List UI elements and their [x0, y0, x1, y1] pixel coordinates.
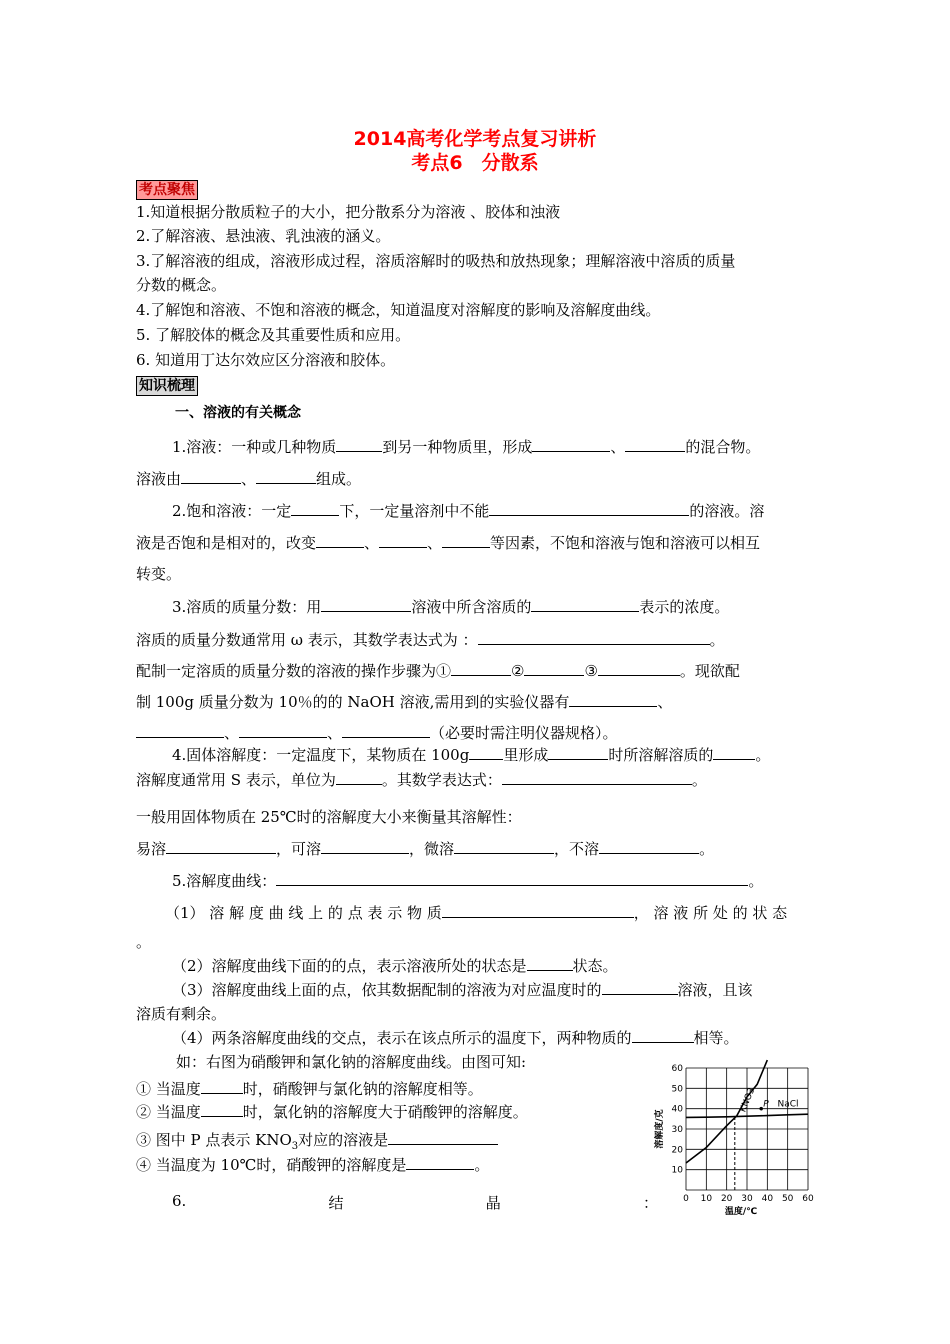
section-tag-focus: 考点聚焦 — [136, 180, 198, 200]
focus-item: 分数的概念。 — [136, 276, 227, 294]
section-tag-knowledge: 知识梳理 — [136, 376, 198, 396]
focus-item: 5. 了解胶体的概念及其重要性质和应用。 — [136, 326, 411, 344]
focus-item: 4.了解饱和溶液、不饱和溶液的概念，知道温度对溶解度的影响及溶解度曲线。 — [136, 301, 661, 319]
q5-line2: （1） 溶 解 度 曲 线 上 的 点 表 示 物 质 ， 溶 液 所 处 的 状 态 — [165, 904, 788, 922]
q5-sub2: ② 当温度 时，氯化钠的溶解度大于硝酸钾的溶解度。 — [136, 1103, 528, 1121]
page-title: 2014高考化学考点复习讲析 — [353, 128, 597, 150]
q5-line3: 。 — [136, 933, 152, 951]
x-tick-label: 40 — [761, 1194, 774, 1204]
y-tick-label: 40 — [671, 1104, 683, 1115]
focus-item: 2.了解溶液、悬浊液、乳浊液的涵义。 — [136, 227, 391, 245]
y-tick-label: 60 — [671, 1064, 683, 1074]
q6-line: 6. 结 晶 ： — [172, 1192, 658, 1212]
q3-line5: 、 、 （必要时需注明仪器规格）。 — [136, 723, 618, 743]
q1-line2: 溶液由 、 组成。 — [136, 470, 362, 488]
page-subtitle: 考点6 分散系 — [411, 152, 539, 174]
solubility-chart — [652, 1058, 822, 1218]
q1-line1: 1.溶液：一种或几种物质 到另一种物质里，形成 、 的混合物。 — [172, 438, 761, 456]
x-tick-label: 10 — [700, 1194, 713, 1204]
point-p-label: P — [763, 1099, 769, 1110]
x-tick-label: 30 — [741, 1194, 753, 1204]
focus-item: 3.了解溶液的组成，溶液形成过程，溶质溶解时的吸热和放热现象；理解溶液中溶质的质量 — [136, 252, 736, 270]
y-tick-label: 30 — [671, 1125, 683, 1135]
x-tick-label: 20 — [720, 1194, 733, 1204]
q3-line3: 配制一定溶质的质量分数的溶液的操作步骤为① ② ③ 。现欲配 — [136, 662, 740, 680]
focus-item: 6. 知道用丁达尔效应区分溶液和胶体。 — [136, 351, 396, 369]
series-label: KNO3 — [738, 1086, 758, 1114]
x-tick-label: 0 — [683, 1194, 689, 1204]
q5-line6: 溶质有剩余。 — [136, 1005, 227, 1023]
q5-line7: （4）两条溶解度曲线的交点，表示在该点所示的温度下，两种物质的 相等。 — [172, 1029, 739, 1047]
y-axis-label: 溶解度/克 — [655, 1109, 665, 1149]
q5-line5: （3）溶解度曲线上面的点，依其数据配制的溶液为对应温度时的 溶液，且该 — [172, 981, 753, 999]
q5-sub3: ③ 图中 P 点表示 $KNO_3$对应的溶液是 — [136, 1130, 498, 1157]
focus-item: 1.知道根据分散质粒子的大小，把分散系分为溶液 、胶体和浊液 — [136, 203, 561, 221]
q2-line2: 液是否饱和是相对的，改变 、 、 等因素，不饱和溶液与饱和溶液可以相互 — [136, 534, 761, 552]
q5-example: 如：右图为硝酸钾和氯化钠的溶解度曲线。由图可知: — [176, 1053, 527, 1071]
q4-line3: 一般用固体物质在 25℃时的溶解度大小来衡量其溶解性： — [136, 808, 522, 826]
q5-line1: 5.溶解度曲线： 。 — [172, 872, 764, 890]
q5-line4: （2）溶解度曲线下面的的点，表示溶液所处的状态是 状态。 — [172, 957, 618, 975]
q4-line4: 易溶 ，可溶 ，微溶 ，不溶 。 — [136, 840, 715, 858]
q4-line1: 4.固体溶解度：一定温度下，某物质在 100g 里形成 时所溶解溶质的 。 — [172, 746, 771, 764]
section-heading: 一、溶液的有关概念 — [175, 405, 301, 421]
q4-line2: 溶解度通常用 S 表示，单位为 。其数学表达式： 。 — [136, 771, 707, 789]
q2-line1: 2.饱和溶液：一定 下，一定量溶剂中不能 的溶液。溶 — [172, 502, 765, 520]
y-tick-label: 10 — [671, 1165, 683, 1176]
q3-line1: 3.溶质的质量分数：用 溶液中所含溶质的 表示的浓度。 — [172, 598, 730, 616]
q5-sub4: ④ 当温度为 10℃时，硝酸钾的溶解度是 。 — [136, 1156, 490, 1174]
x-axis-label: 温度/℃ — [724, 1207, 758, 1217]
y-tick-label: 50 — [671, 1084, 683, 1095]
x-tick-label: 50 — [781, 1194, 794, 1204]
q3-line2: 溶质的质量分数通常用 ω 表示，其数学表达式为 ： 。 — [136, 631, 725, 649]
q2-line3: 转变。 — [136, 565, 182, 583]
y-tick-label: 20 — [671, 1145, 683, 1156]
q3-line4: 制 100g 质量分数为 10％的的 NaOH 溶液,需用到的实验仪器有 、 — [136, 693, 673, 711]
q5-sub1: ① 当温度 时，硝酸钾与氯化钠的溶解度相等。 — [136, 1080, 483, 1098]
x-tick-label: 60 — [802, 1194, 814, 1204]
series-label: NaCl — [777, 1099, 799, 1110]
